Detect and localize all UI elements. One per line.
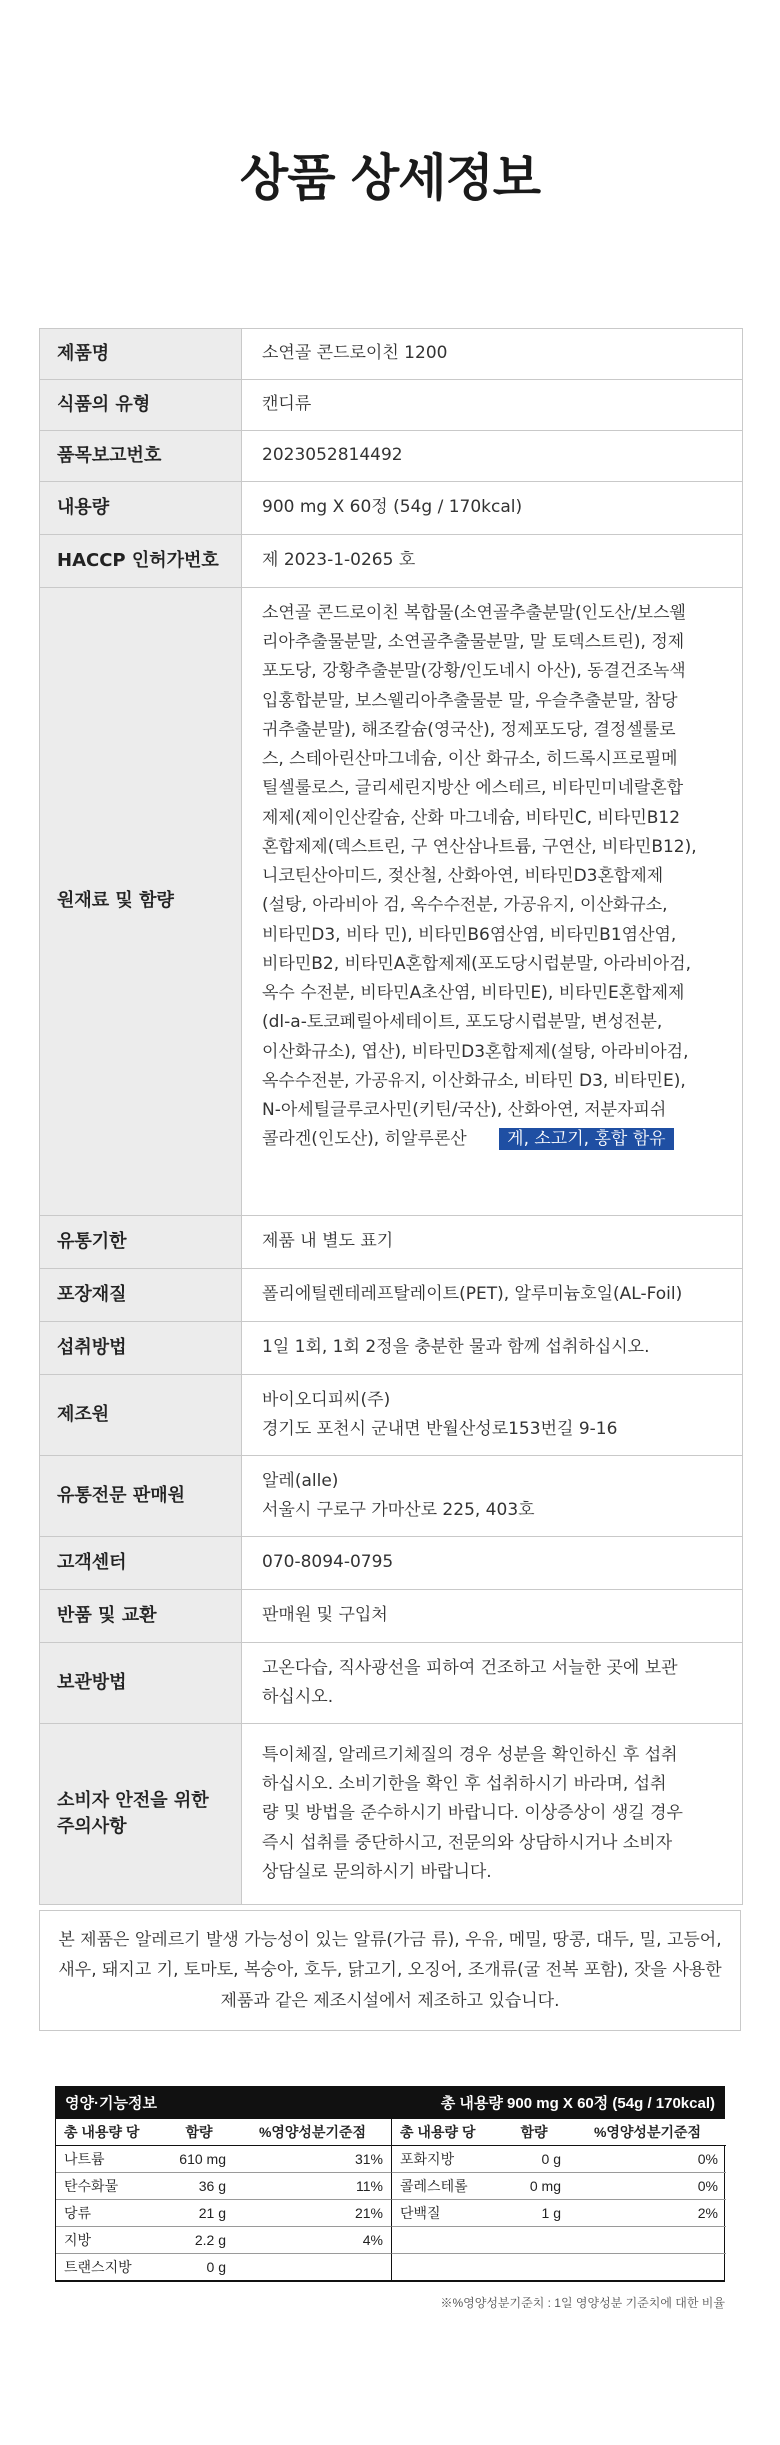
product-info-table bbox=[39, 328, 743, 1905]
nutrient-percent: 11% bbox=[234, 2173, 391, 2200]
info-row-manufacturer bbox=[40, 1375, 742, 1456]
nutrient-percent: 0% bbox=[569, 2173, 726, 2200]
info-value: 소연골 콘드로이친 1200 bbox=[262, 343, 448, 364]
nutrient-name: 탄수화물 bbox=[56, 2173, 164, 2200]
info-row-precautions bbox=[40, 1724, 742, 1905]
info-row-food-type bbox=[40, 380, 742, 431]
info-label: 반품 및 교환 bbox=[40, 1590, 242, 1642]
info-value: 알레(alle) 서울시 구로구 가마산로 225, 403호 bbox=[262, 1470, 535, 1520]
nutrient-amount: 21 g bbox=[164, 2200, 234, 2227]
column-header: 함량 bbox=[164, 2119, 234, 2146]
info-label: 유통기한 bbox=[40, 1216, 242, 1268]
nutrition-title: 영양·기능정보 bbox=[65, 2095, 157, 2112]
info-row-haccp bbox=[40, 535, 742, 588]
nutrition-total: 총 내용량 900 mg X 60정 (54g / 170kcal) bbox=[440, 2095, 715, 2112]
nutrient-amount bbox=[499, 2254, 569, 2280]
nutrient-name: 나트륨 bbox=[56, 2146, 164, 2173]
nutrient-percent bbox=[569, 2227, 726, 2254]
info-row-intake bbox=[40, 1322, 742, 1375]
info-label: 포장재질 bbox=[40, 1269, 242, 1321]
nutrient-name: 단백질 bbox=[391, 2200, 499, 2227]
nutrient-percent: 31% bbox=[234, 2146, 391, 2173]
nutrition-footnote: ※%영양성분기준치 : 1일 영양성분 기준치에 대한 비율 bbox=[440, 2296, 725, 2310]
nutrient-name: 트랜스지방 bbox=[64, 2259, 132, 2275]
info-label: 제조원 bbox=[40, 1375, 242, 1455]
info-row-ingredients bbox=[40, 588, 742, 1216]
page-title: 상품 상세정보 bbox=[239, 149, 541, 207]
info-label: 유통전문 판매원 bbox=[40, 1456, 242, 1536]
info-value: 특이체질, 알레르기체질의 경우 성분을 확인하신 후 섭취 하십시오. 소비기한을 확인 후 섭취하시기 바라며, 섭취 량 및 방법을 준수하시기 바랍니다. 이상증상이 생길 경우 즉시 섭취를 중단하시고, 전문의와 상담하시거나 소비자 상담실로 문의하시기 바랍니다. bbox=[262, 1744, 683, 1882]
info-label: 보관방법 bbox=[40, 1643, 242, 1723]
info-value: 070-8094-0795 bbox=[262, 1552, 394, 1573]
nutrient-name bbox=[391, 2254, 499, 2280]
nutrient-name: 콜레스테롤 bbox=[391, 2173, 499, 2200]
ingredients-text: 소연골 콘드로이친 복합물(소연골추출분말(인도산/보스웰 리아추출물분말, 소연골추출물분말, 말 토덱스트린), 정제 포도당, 강황추출분말(강황/인도네시 아산), 동결건조녹색 입홍합분말, 보스웰리아추출물분 말, 우슬추출분말, 참당 귀추출분말), 해조칼슘(영국산), 정제포도당, 결정셀룰로 스, 스테아린산마그네슘, 이산 화규소, 히드록시프로필메 틸셀룰로스, 글리세린지방산 에스테르, 비타민미네랄혼합 제제(제이인산칼슘, 산화 마그네슘, 비타민C, 비타민B12 혼합제제(덱스트린, 구 연산삼나트륨, 구연산, 비타민B12), 니코틴산아미드, 젖산철, 산화아연, 비타민D3혼합제제 (설탕, 아라비아 검, 옥수수전분, 가공유지, 이산화규소, 비타민D3, 비타 민), 비타민B6염산염, 비타민B1염산염, 비타민B2, 비타민A혼합제제(포도당시럽분말, 아라비아검, 옥수 수전분, 비타민A초산염, 비타민E), 비타민E혼합제제 (dl-a-토코페릴아세테이트, 포도당시럽분말, 변성전분, 이산화규소), 엽산), 비타민D3혼합제제(설탕, 아라비아검, 옥수수전분, 가공유지, 이산화규소, 비타민 D3, 비타민E), N-아세틸글루코사민(키틴/국산), 산화아연, 저분자피쉬 콜라겐(인도산), 히알루론산 bbox=[262, 603, 697, 1150]
info-value: 2023052814492 bbox=[262, 445, 403, 466]
nutrient-amount: 1 g bbox=[499, 2200, 569, 2227]
nutrient-name bbox=[391, 2227, 499, 2254]
nutrient-name: 당류 bbox=[56, 2200, 164, 2227]
allergen-highlight: 게, 소고기, 홍합 함유 bbox=[499, 1128, 673, 1150]
info-label: 제품명 bbox=[40, 329, 242, 379]
info-label: HACCP 인허가번호 bbox=[40, 535, 242, 587]
info-label: 원재료 및 함량 bbox=[40, 588, 242, 1215]
info-label: 소비자 안전을 위한 주의사항 bbox=[40, 1724, 242, 1904]
nutrient-amount bbox=[499, 2227, 569, 2254]
info-row-content-amount bbox=[40, 482, 742, 535]
info-label: 품목보고번호 bbox=[40, 431, 242, 481]
nutrient-percent bbox=[569, 2254, 726, 2280]
info-value: 900 mg X 60정 (54g / 170kcal) bbox=[262, 497, 523, 518]
column-header: 총 내용량 당 bbox=[56, 2119, 164, 2146]
info-value: 바이오디피씨(주) 경기도 포천시 군내면 반월산성로153번길 9-16 bbox=[262, 1389, 618, 1439]
nutrient-percent bbox=[234, 2254, 391, 2280]
info-row-product-name bbox=[40, 329, 742, 380]
nutrition-header bbox=[55, 2086, 725, 2119]
info-row-distributor bbox=[40, 1456, 742, 1537]
nutrient-amount: 2.2 g bbox=[164, 2227, 234, 2254]
info-row-report-number bbox=[40, 431, 742, 482]
nutrition-grid bbox=[55, 2119, 725, 2282]
info-value: 캔디류 bbox=[262, 394, 312, 415]
nutrient-amount: 0 g bbox=[499, 2146, 569, 2173]
info-label: 섭취방법 bbox=[40, 1322, 242, 1374]
nutrient-amount: 0 mg bbox=[499, 2173, 569, 2200]
column-header: %영양성분기준점 bbox=[234, 2119, 391, 2146]
info-label: 고객센터 bbox=[40, 1537, 242, 1589]
info-row-packaging bbox=[40, 1269, 742, 1322]
column-header: 함량 bbox=[499, 2119, 569, 2146]
allergen-notice: 본 제품은 알레르기 발생 가능성이 있는 알류(가금 류), 우유, 메밀, 땅콩, 대두, 밀, 고등어, 새우, 돼지고 기, 토마토, 복숭아, 호두, 닭고기, 오징어, 조개류(굴 전복 포함), 잣을 사용한 제품과 같은 제조시설에서 제조하고 있습니다. bbox=[39, 1910, 741, 2031]
nutrient-name: 지방 bbox=[56, 2227, 164, 2254]
info-row-expiry bbox=[40, 1216, 742, 1269]
info-value: 폴리에틸렌테레프탈레이트(PET), 알루미늄호일(AL-Foil) bbox=[262, 1284, 683, 1305]
info-value: 고온다습, 직사광선을 피하여 건조하고 서늘한 곳에 보관 하십시오. bbox=[262, 1657, 678, 1707]
info-value: 제품 내 별도 표기 bbox=[262, 1231, 394, 1252]
info-value: 제 2023-1-0265 호 bbox=[262, 550, 416, 571]
column-header: 총 내용량 당 bbox=[391, 2119, 499, 2146]
info-row-storage bbox=[40, 1643, 742, 1724]
nutrient-percent: 2% bbox=[569, 2200, 726, 2227]
nutrient-percent: 4% bbox=[234, 2227, 391, 2254]
nutrient-percent: 21% bbox=[234, 2200, 391, 2227]
column-header: %영양성분기준점 bbox=[569, 2119, 726, 2146]
nutrient-amount: 0 g bbox=[206, 2259, 226, 2275]
info-value: 1일 1회, 1회 2정을 충분한 물과 함께 섭취하십시오. bbox=[262, 1337, 650, 1358]
info-value bbox=[242, 588, 742, 1215]
info-value: 판매원 및 구입처 bbox=[262, 1605, 388, 1626]
nutrition-facts bbox=[55, 2086, 725, 2311]
info-label: 내용량 bbox=[40, 482, 242, 534]
info-row-returns bbox=[40, 1590, 742, 1643]
nutrient-amount: 610 mg bbox=[164, 2146, 234, 2173]
nutrient-amount: 36 g bbox=[164, 2173, 234, 2200]
info-label: 식품의 유형 bbox=[40, 380, 242, 430]
info-row-customer-center bbox=[40, 1537, 742, 1590]
nutrient-percent: 0% bbox=[569, 2146, 726, 2173]
nutrient-name: 포화지방 bbox=[391, 2146, 499, 2173]
